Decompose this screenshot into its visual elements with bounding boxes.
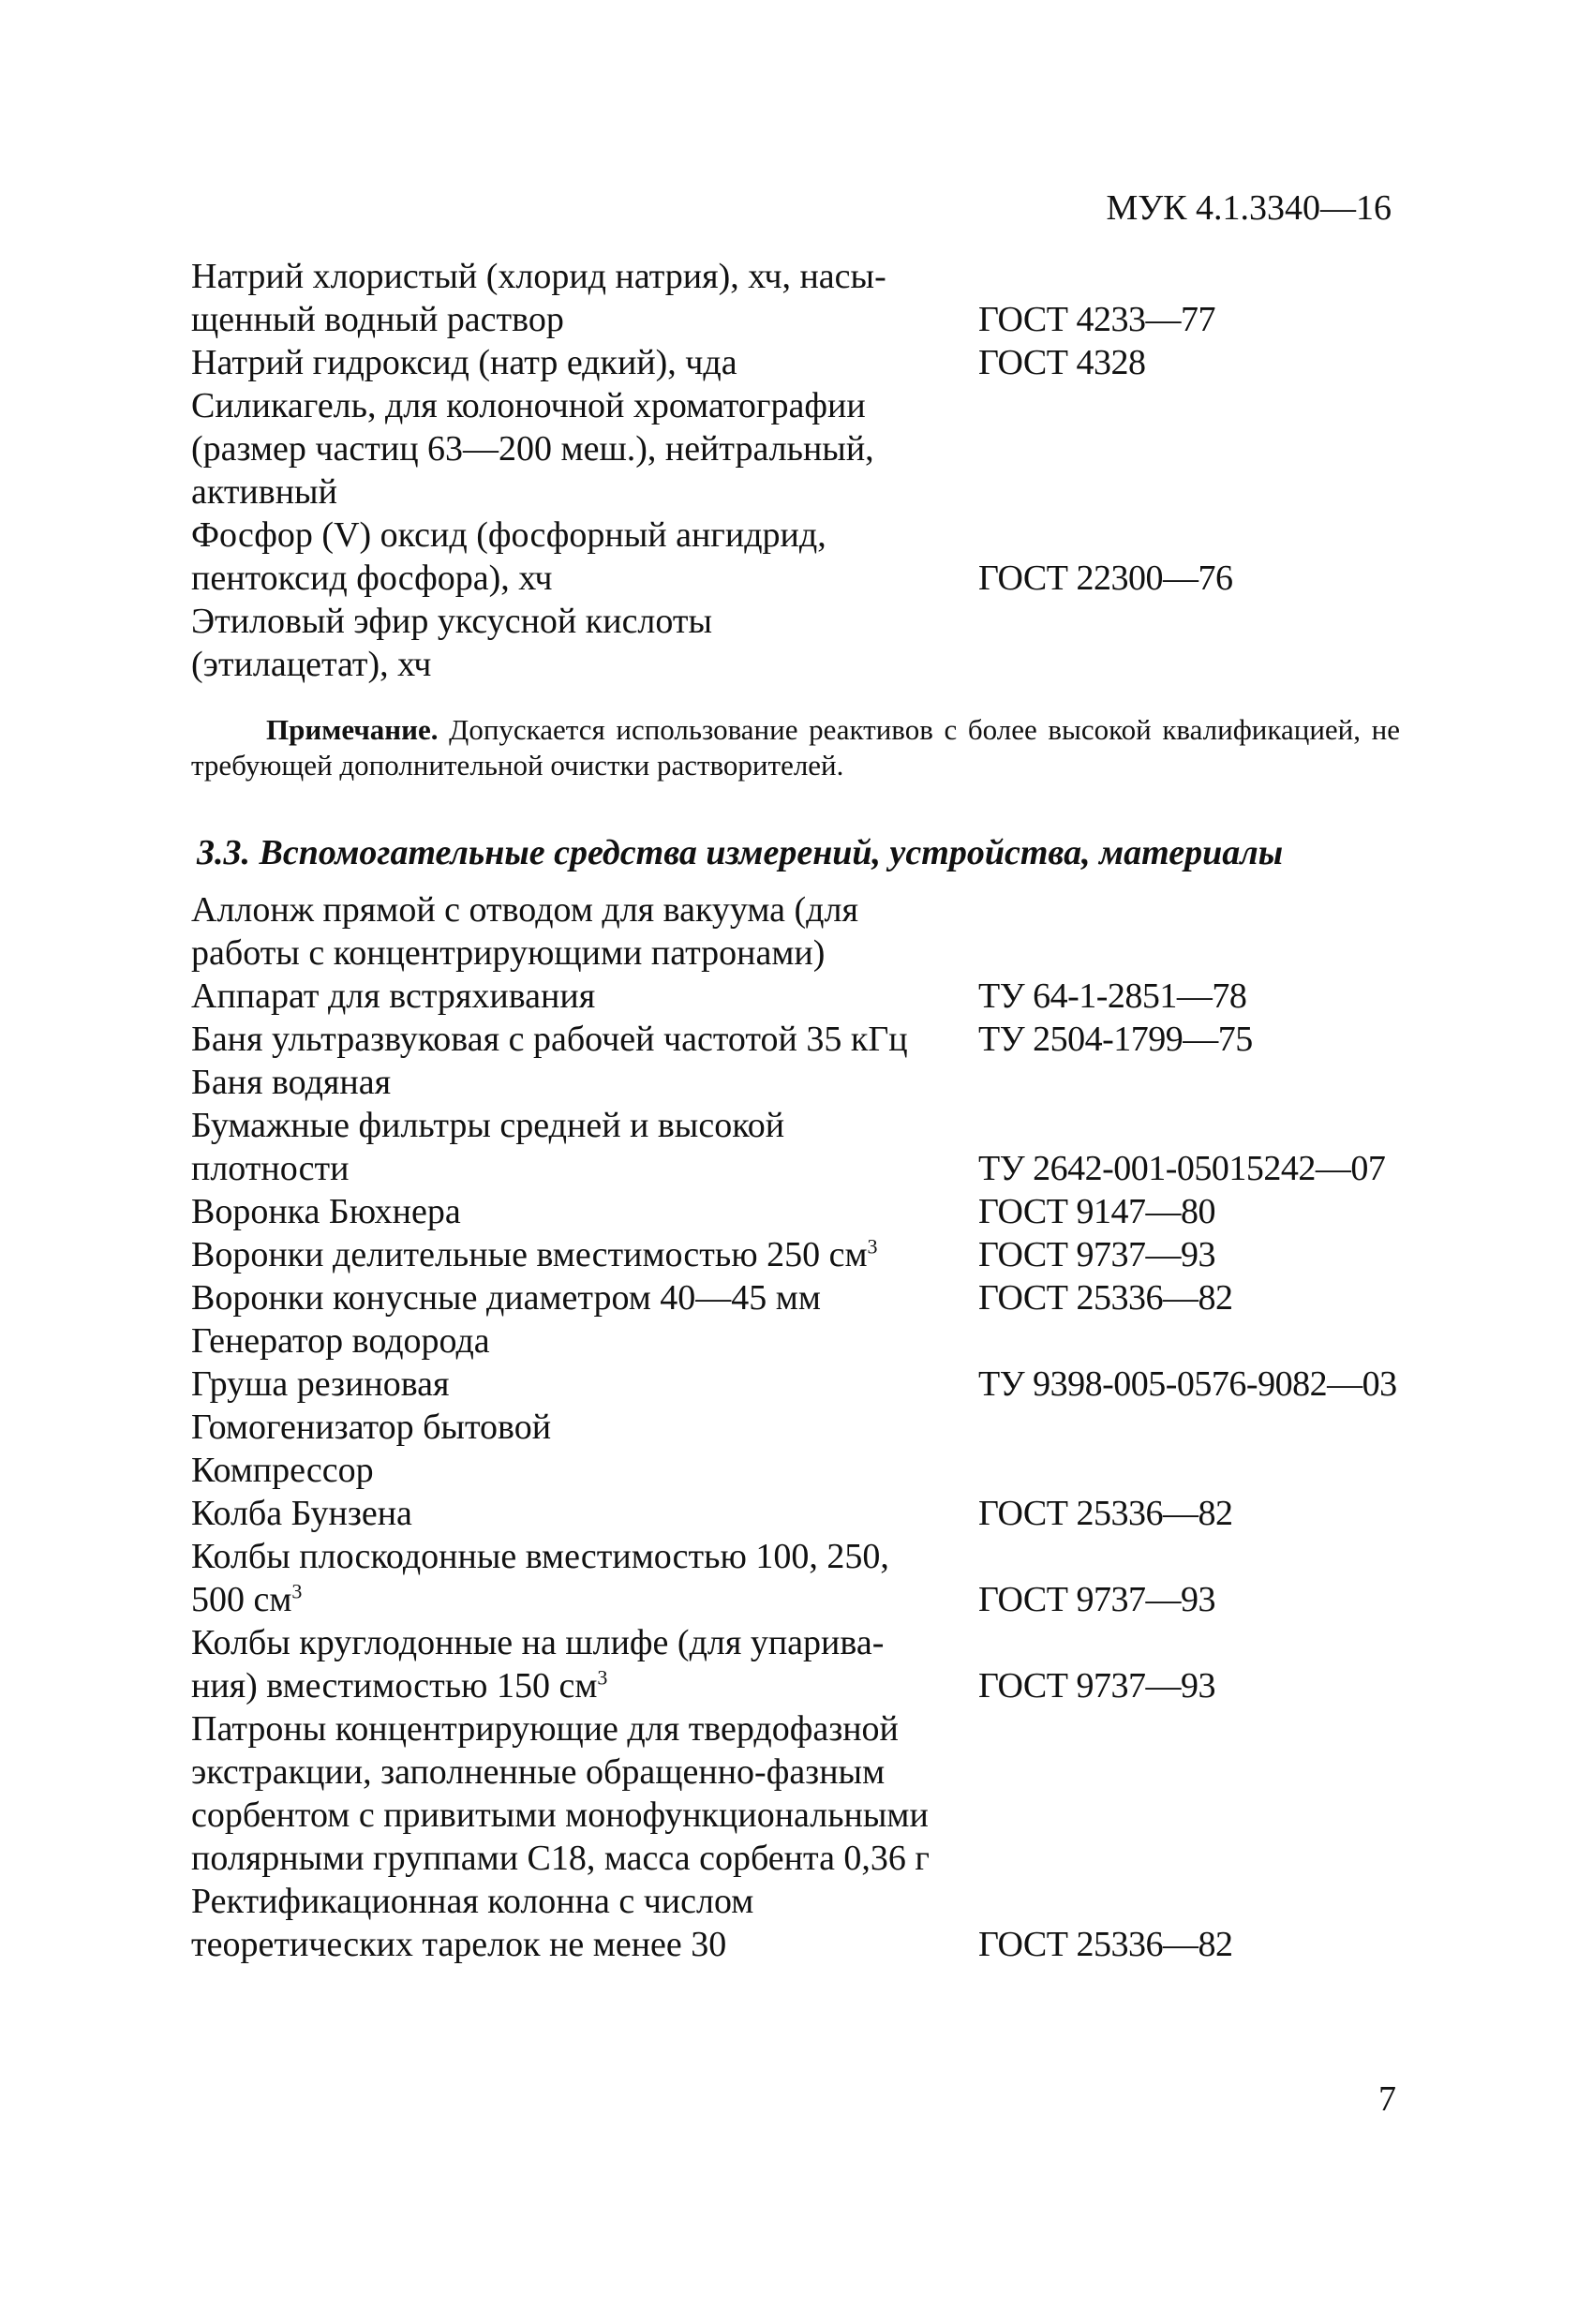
list-item — [191, 384, 1437, 514]
item-name-text: Этиловый эфир уксусной кислоты (этилацетат), хч — [191, 602, 713, 684]
item-name — [191, 600, 978, 686]
item-name — [191, 1406, 978, 1449]
item-standard: ТУ 64-1-2851—78 — [978, 976, 1247, 1016]
item-name-text: Натрий гидроксид (натр едкий), чда — [191, 343, 737, 382]
superscript: 3 — [597, 1665, 608, 1690]
item-name — [191, 1707, 978, 1880]
item-standard: ТУ 9398-005-0576-9082—03 — [978, 1364, 1397, 1404]
list-item — [191, 1018, 1437, 1061]
item-standard: ТУ 2642-001-05015242—07 — [978, 1149, 1386, 1188]
list-item — [191, 1449, 1437, 1492]
item-name — [191, 384, 978, 514]
item-standard: ГОСТ 25336—82 — [978, 1494, 1233, 1533]
item-name-text: Баня ультразвуковая с рабочей частотой 35 кГц — [191, 1020, 908, 1059]
item-standard: ГОСТ 9737—93 — [978, 1235, 1215, 1274]
item-standard: ГОСТ 25336—82 — [978, 1278, 1233, 1318]
item-name — [191, 1276, 978, 1319]
list-item — [191, 1190, 1437, 1233]
item-name-text: Аллонж прямой с отводом для вакуума (для работы с концентрирующими патронами) — [191, 890, 858, 973]
item-name-text: Компрессор — [191, 1451, 374, 1490]
list-item — [191, 1233, 1437, 1276]
item-name-text: Воронка Бюхнера — [191, 1192, 461, 1231]
item-standard: ГОСТ 9147—80 — [978, 1192, 1215, 1231]
list-item — [191, 1276, 1437, 1319]
list-item — [191, 1061, 1437, 1104]
list-item — [191, 255, 1437, 341]
note-label: Примечание. — [266, 713, 439, 746]
item-name-text: Фосфор (V) оксид (фосфорный ангидрид, пентоксид фосфора), хч — [191, 515, 826, 598]
item-standard: ГОСТ 4233—77 — [978, 300, 1215, 339]
item-name — [191, 341, 978, 384]
list-item — [191, 1707, 1437, 1880]
list-item — [191, 514, 1437, 600]
item-standard: ТУ 2504-1799—75 — [978, 1020, 1253, 1059]
item-name — [191, 888, 978, 975]
item-name — [191, 975, 978, 1018]
item-name — [191, 1190, 978, 1233]
list-item — [191, 1535, 1437, 1621]
list-item — [191, 341, 1437, 384]
item-name — [191, 1880, 978, 1966]
item-name-text: Гомогенизатор бытовой — [191, 1408, 552, 1447]
item-name — [191, 1018, 978, 1061]
superscript: 3 — [291, 1579, 303, 1603]
list-item — [191, 1104, 1437, 1190]
item-name-text: Генератор водорода — [191, 1321, 490, 1361]
list-item — [191, 1492, 1437, 1535]
list-item — [191, 888, 1437, 975]
item-standard: ГОСТ 4328 — [978, 343, 1146, 382]
item-standard: ГОСТ 22300—76 — [978, 559, 1233, 598]
item-name — [191, 1319, 978, 1363]
item-name-text: Натрий хлористый (хлорид натрия), хч, насы- щенный водный раствор — [191, 257, 886, 339]
item-name-text: Баня водяная — [191, 1063, 392, 1102]
item-name — [191, 1535, 978, 1621]
item-name — [191, 255, 978, 341]
item-standard: ГОСТ 25336—82 — [978, 1925, 1233, 1964]
reagents-list — [191, 255, 1437, 686]
list-item — [191, 600, 1437, 686]
item-name — [191, 1492, 978, 1535]
note-paragraph — [191, 712, 1400, 783]
item-name-text: Силикагель, для колоночной хроматографии (размер частиц 63—200 меш.), нейтральный, активный — [191, 386, 874, 512]
item-name-text: Патроны концентрирующие для твердофазной экстракции, заполненные обращенно-фазным сорбентом с привитыми монофункциональными полярными группами С18, масса сорбента 0,36 г — [191, 1709, 930, 1878]
list-item — [191, 975, 1437, 1018]
list-item — [191, 1880, 1437, 1966]
item-name-text: Груша резиновая — [191, 1364, 450, 1404]
list-item — [191, 1621, 1437, 1707]
list-item — [191, 1319, 1437, 1363]
item-name-text: Воронки конусные диаметром 40—45 мм — [191, 1278, 821, 1318]
item-name — [191, 1233, 978, 1276]
list-item — [191, 1406, 1437, 1449]
item-name — [191, 514, 978, 600]
equipment-list — [191, 888, 1437, 1966]
item-name — [191, 1621, 978, 1707]
item-name — [191, 1363, 978, 1406]
item-name — [191, 1061, 978, 1104]
item-name — [191, 1449, 978, 1492]
item-name-text: Бумажные фильтры средней и высокой плотности — [191, 1106, 785, 1188]
item-name-text: Колбы плоскодонные вместимостью 100, 250, 500 см — [191, 1537, 889, 1619]
item-standard: ГОСТ 9737—93 — [978, 1666, 1215, 1706]
item-name-text: Колба Бунзена — [191, 1494, 412, 1533]
note-text: Допускается использование реактивов с более высокой квалификацией, не требующей дополнительной очистки растворителей. — [191, 713, 1400, 782]
section-title: 3.3. Вспомогательные средства измерений, устройства, материалы — [197, 833, 1284, 872]
superscript: 3 — [867, 1234, 878, 1259]
item-name-text: Ректификационная колонна с числом теоретических тарелок не менее 30 — [191, 1882, 754, 1964]
item-name — [191, 1104, 978, 1190]
item-name-text: Аппарат для встряхивания — [191, 976, 596, 1016]
item-name-text: Колбы круглодонные на шлифе (для упарива- ния) вместимостью 150 см — [191, 1623, 885, 1706]
page-number: 7 — [1378, 2079, 1396, 2119]
document-code-header: МУК 4.1.3340—16 — [1106, 188, 1392, 228]
list-item — [191, 1363, 1437, 1406]
item-name-text: Воронки делительные вместимостью 250 см — [191, 1235, 868, 1274]
item-standard: ГОСТ 9737—93 — [978, 1580, 1215, 1619]
